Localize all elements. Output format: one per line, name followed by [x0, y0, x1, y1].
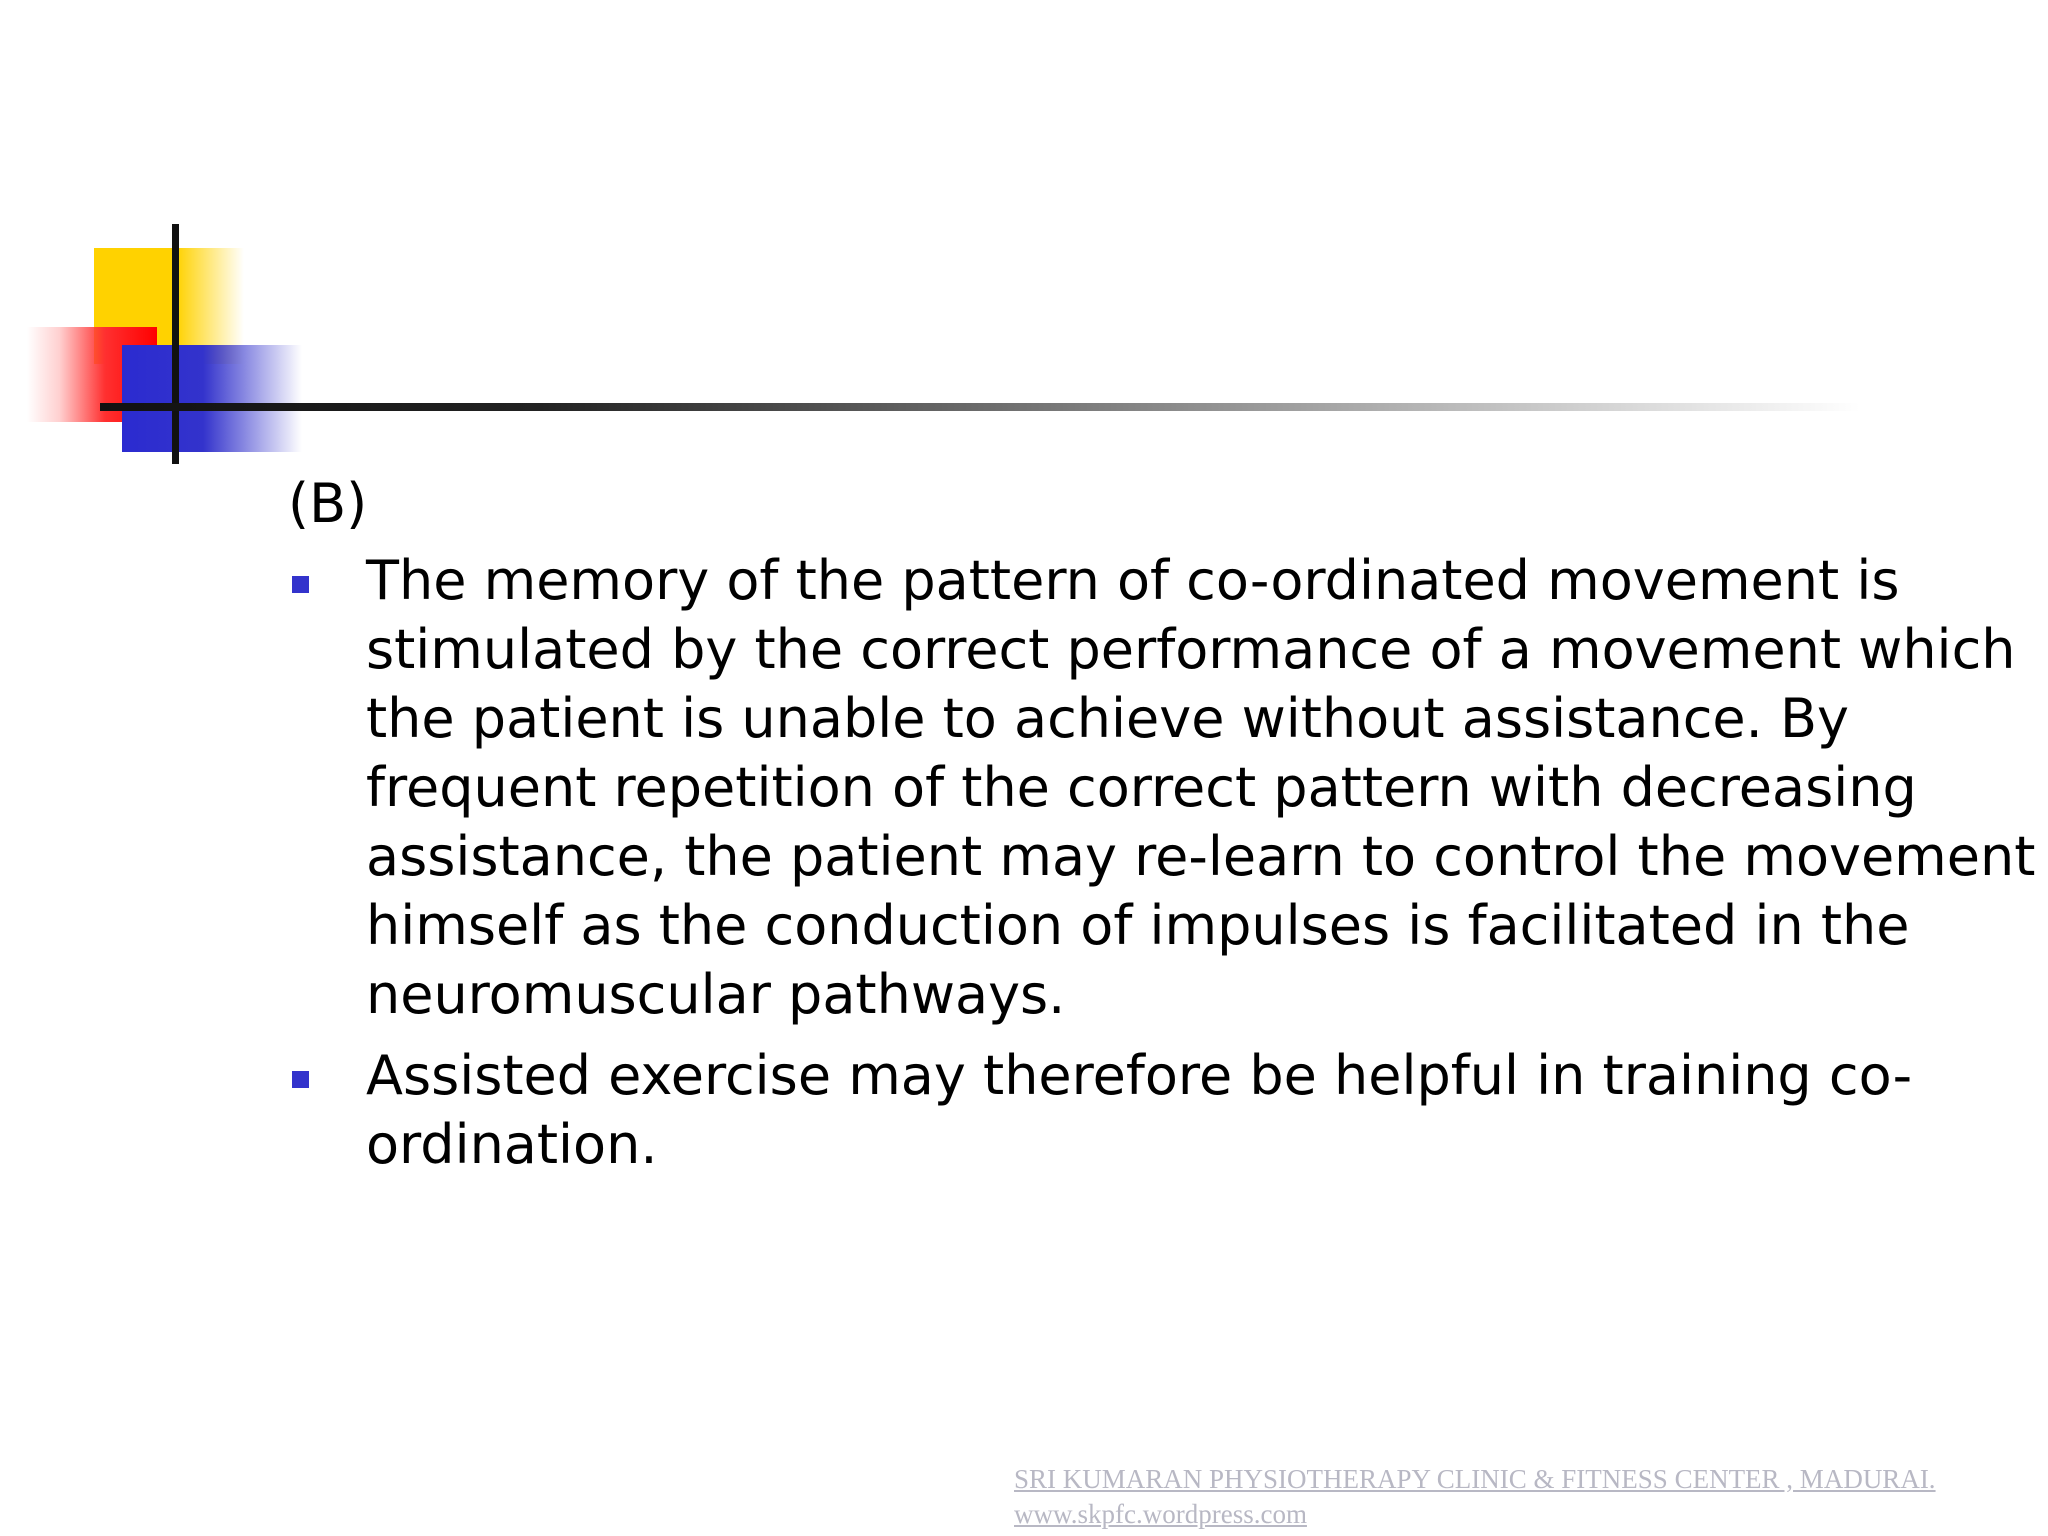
bullet-text: Assisted exercise may therefore be helpful in training co-ordination. — [366, 1044, 1913, 1176]
footer-website-link[interactable]: www.skpfc.wordpress.com — [1014, 1499, 1307, 1529]
square-bullet-icon — [292, 1071, 309, 1088]
bullet-item — [288, 1041, 2048, 1179]
horizontal-divider-line — [100, 403, 1860, 411]
bullet-text: The memory of the pattern of co-ordinated movement is stimulated by the correct performance of a movement which the patient is unable to achieve without assistance. By frequent repetition of the correct pattern with decreasing assistance, the patient may re-learn to control the movement himself as the conduction of impulses is facilitated in the neuromuscular pathways. — [366, 549, 2036, 1026]
square-bullet-icon — [292, 576, 309, 593]
bullet-item — [288, 546, 2048, 1029]
blue-square-decoration — [122, 345, 302, 452]
bullet-list — [288, 546, 2036, 1179]
vertical-divider-line — [172, 224, 179, 464]
section-label: (B) — [288, 472, 368, 535]
footer-clinic-name: SRI KUMARAN PHYSIOTHERAPY CLINIC & FITNESS CENTER , MADURAI. — [1014, 1464, 1936, 1494]
red-square-decoration — [27, 327, 157, 422]
slide-header-decoration — [0, 0, 2048, 480]
slide-body — [288, 468, 2036, 1191]
yellow-square-decoration — [94, 248, 244, 364]
footer-watermark — [1014, 1462, 1936, 1532]
